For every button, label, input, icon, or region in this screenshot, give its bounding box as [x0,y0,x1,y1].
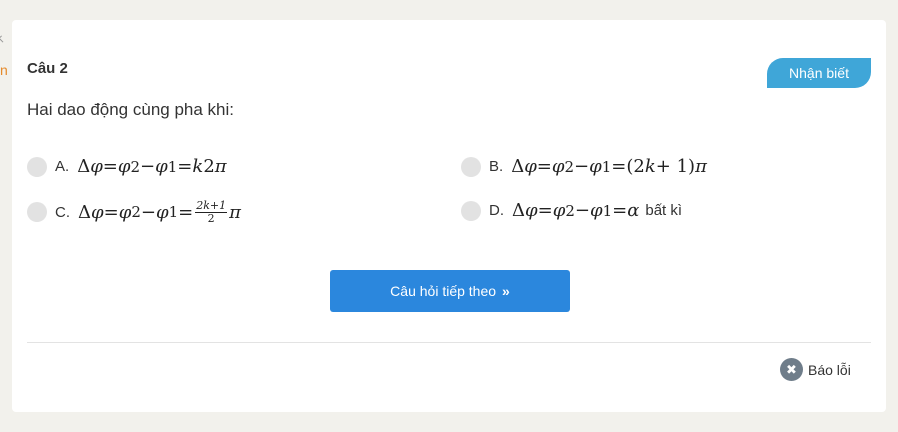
option-c[interactable] [27,200,241,224]
option-d-formula: Δ φ = φ 2 − φ 1 = α [512,200,640,221]
double-chevron-right-icon: » [502,283,510,299]
option-a-formula: Δ φ = φ 2 − φ 1 = k 2 π [77,156,227,177]
radio-c[interactable] [27,202,47,222]
question-card [12,20,886,412]
option-letter: A. [55,158,70,175]
next-question-button[interactable] [330,270,570,312]
divider [27,342,871,343]
fraction: $\frac{2k+1}{2}$ [196,199,227,225]
report-label: Báo lỗi [808,361,851,378]
difficulty-badge: Nhận biết [767,58,871,88]
question-text: Hai dao động cùng pha khi: [27,100,234,119]
close-circle-icon: ✖ [780,358,803,381]
side-peek-text: n [0,62,8,78]
option-b-formula: Δ φ = φ 2 − φ 1 = (2 k + 1) π [511,156,707,177]
question-number: Câu 2 [27,60,68,77]
option-letter: D. [489,202,504,219]
radio-a[interactable] [27,157,47,177]
option-a[interactable] [27,156,227,177]
radio-b[interactable] [461,157,481,177]
option-b[interactable] [461,156,707,177]
radio-d[interactable] [461,201,481,221]
back-arrow-icon[interactable] [0,35,6,42]
option-letter: B. [489,158,504,175]
option-c-formula: Δ φ = φ 2 − φ 1 = $\frac{2k+1}{2}$ π [78,199,241,225]
option-d-suffix: bất kì [645,202,683,219]
option-letter: C. [55,203,70,221]
report-error-button[interactable] [780,358,851,381]
next-question-label: Câu hỏi tiếp theo [390,283,497,299]
option-d[interactable] [461,200,682,221]
